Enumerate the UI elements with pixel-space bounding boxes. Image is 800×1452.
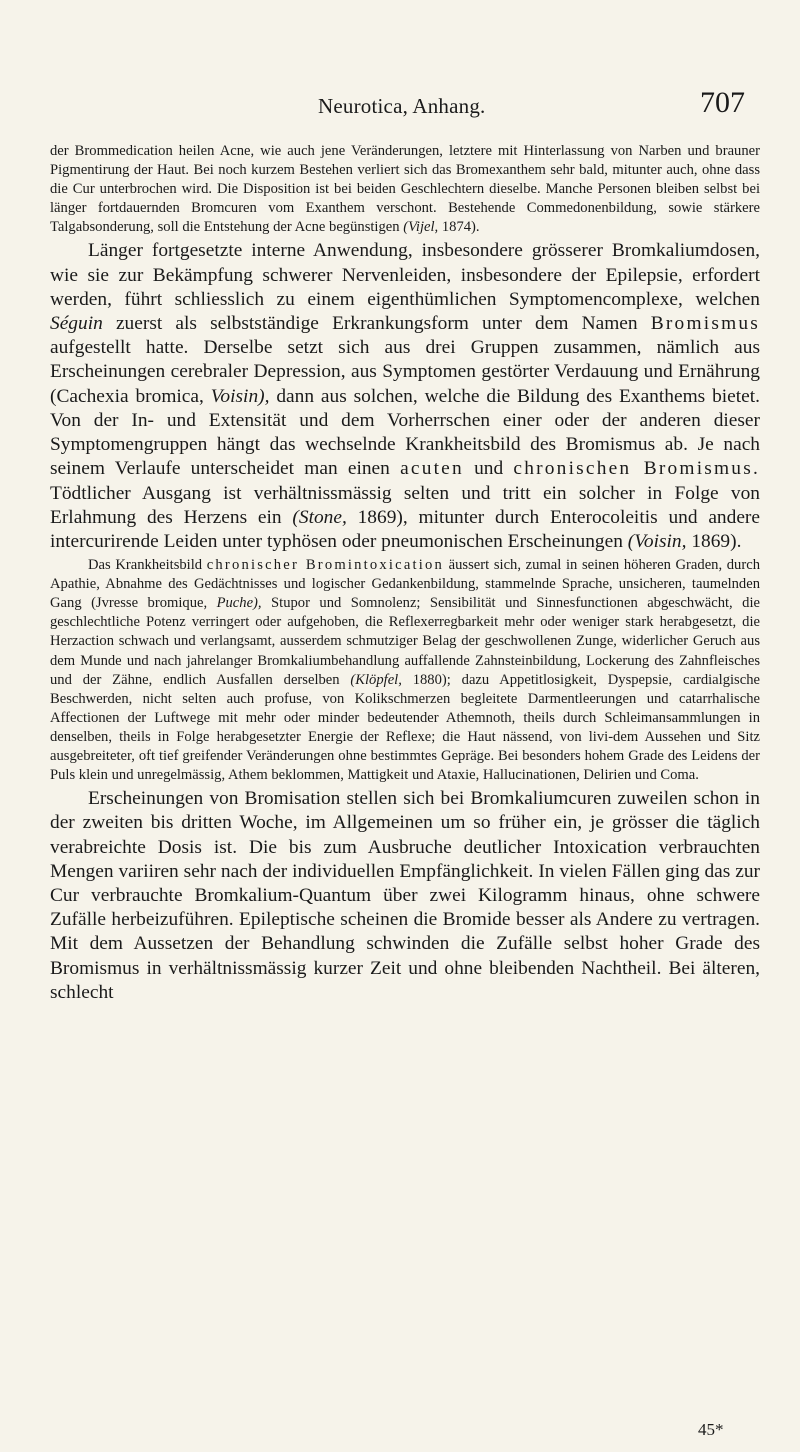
running-head: Neurotica, Anhang. bbox=[318, 94, 486, 118]
citation: (Stone, bbox=[292, 506, 347, 528]
citation: Voisin), bbox=[210, 385, 270, 407]
text-run: 1874). bbox=[438, 219, 480, 236]
citation: (Voisin, bbox=[627, 530, 687, 552]
citation: Puche), bbox=[216, 595, 262, 612]
text-run: aufgestellt hatte. Derselbe setzt sich aus drei Gruppen zusammen, nämlich aus Erscheinungen cerebraler Depression, aus Symptomen gestörter Verdauung und Ernährung (Cachexia bromica, bbox=[50, 337, 760, 407]
spaced-term: chronischer Bromintoxication bbox=[206, 557, 445, 574]
spaced-term: Bromismus bbox=[650, 313, 760, 335]
text-run: Tödtlicher Ausgang ist verhältnissmässig selten und tritt ein solcher in Folge von Erlahmung des Herzens ein bbox=[50, 482, 760, 528]
text-run: äussert sich, zumal in seinen höheren Graden, durch Apathie, Abnahme des Gedächtnisses und logischer Gedankenbildung, stammelnde Sprache, unsicheren, taumelnden Gang (Jvresse bromique, bbox=[50, 557, 760, 612]
text-run: und bbox=[463, 458, 514, 480]
paragraph-krankheitsbild bbox=[50, 556, 760, 785]
text-run: Stupor und Somnolenz; Sensibilität und Sinnesfunctionen abgeschwächt, die geschlechtliche Potenz verringert oder aufgehoben, die Reflexerregbarkeit mehr oder weniger stark herabgesetzt, die Herzaction schwach und verlangsamt, ausserdem schmutziger Belag der geschwollenen Zunge, widerlicher Geruch aus dem Munde und nach jahrelanger Bromkaliumbehandlung auffallende Zahnsteinbildung, Lockerung des Zahnfleisches und der Zähne, endlich Ausfallen derselben bbox=[50, 595, 760, 688]
text-run: der Brommedication heilen Acne, wie auch jene Veränderungen, letztere mit Hinterlassung von Narben und brauner Pigmentirung der Haut. Bei noch kurzem Bestehen verliert sich das Bromexanthem sehr bald, mitunter auch, ohne dass die Cur unterbrochen wird. Die Disposition ist bei beiden Geschlechtern dieselbe. Manche Personen bleiben selbst bei länger fortdauernden Bromcuren vom Exanthem verschont. Bestehende Commedonenbildung, sowie stärkere Talgabsonderung, soll die Entstehung der Acne begünstigen bbox=[50, 143, 760, 236]
text-run: 1880); dazu Appetitlosigkeit, Dyspepsie, cardialgische Beschwerden, nicht selten auch profuse, von Kolikschmerzen begleitete Darmentleerungen und catarrhalische Affectionen der Luftwege mit mehr oder minder bedeutender Athemnoth, theils durch Schleimansammlungen in denselben, theils in Folge herabgesetzter Energie der Reflexe; die Haut nässend, von livi-dem Aussehen und Sitz ausgebreiteter, oft tief greifender Veränderungen ohne bestimmtes Gepräge. Bei besonders hohem Grade des Leidens der Puls klein und unregelmässig, Athem beklommen, Mattigkeit und Ataxie, Hallucinationen, Delirien und Coma. bbox=[50, 671, 760, 784]
citation: (Klöpfel, bbox=[350, 671, 402, 688]
text-run: dann aus solchen, welche die Bildung des Exanthems bietet. Von der In- und Extensität und dem Vorherrschen einer oder der anderen dieser Symptomengruppen hängt das wechselnde Krankheitsbild des Bromismus ab. Je nach seinem Verlaufe unterscheidet man einen bbox=[50, 385, 760, 480]
page-body bbox=[50, 142, 760, 1005]
text-run: zuerst als selbstständige Erkrankungsform unter dem Namen bbox=[102, 313, 651, 335]
paragraph-bromismus bbox=[50, 239, 760, 554]
citation: (Vijel, bbox=[403, 219, 439, 236]
page-header bbox=[0, 86, 800, 126]
text-run: 1869), mitunter durch Enterocoleitis und andere intercurirende Leiden unter typhösen oder pneumonischen Erscheinungen bbox=[50, 506, 760, 552]
paragraph-bromisation bbox=[50, 787, 760, 1005]
citation: Séguin bbox=[50, 313, 103, 335]
text-run: 1869). bbox=[686, 530, 742, 552]
spaced-term: acuten bbox=[400, 458, 464, 480]
paragraph-acne bbox=[50, 142, 760, 237]
text-run: Das Krankheitsbild bbox=[88, 557, 207, 574]
text-run: Länger fortgesetzte interne Anwendung, insbesondere grösserer Bromkaliumdosen, wie sie zur Bekämpfung schwerer Nervenleiden, insbesondere der Epilepsie, erfordert werden, führt schliesslich zu einem eigenthümlichen Symptomencomplexe, welchen bbox=[50, 240, 760, 310]
signature-mark: 45* bbox=[698, 1420, 724, 1439]
spaced-term: chronischen Bromismus. bbox=[513, 458, 760, 480]
page-number: 707 bbox=[700, 86, 745, 119]
text-run: Erscheinungen von Bromisation stellen sich bei Bromkaliumcuren zuweilen schon in der zweiten bis dritten Woche, im Allgemeinen um so früher ein, je grösser die täglich verabreichte Dosis ist. Die bis zum Ausbruche deutlicher Intoxication verbrauchten Mengen variiren sehr nach der individuellen Empfänglichkeit. In vielen Fällen ging das zur Cur verbrauchte Bromkalium-Quantum über zwei Kilogramm hinaus, ohne schwere Zufälle herbeizuführen. Epileptische scheinen die Bromide besser als Andere zu vertragen. Mit dem Aussetzen der Behandlung schwinden die Zufälle selbst hoher Grade des Bromismus in verhältnissmässig kurzer Zeit und ohne bleibenden Nachtheil. Bei älteren, schlecht bbox=[50, 788, 760, 1003]
